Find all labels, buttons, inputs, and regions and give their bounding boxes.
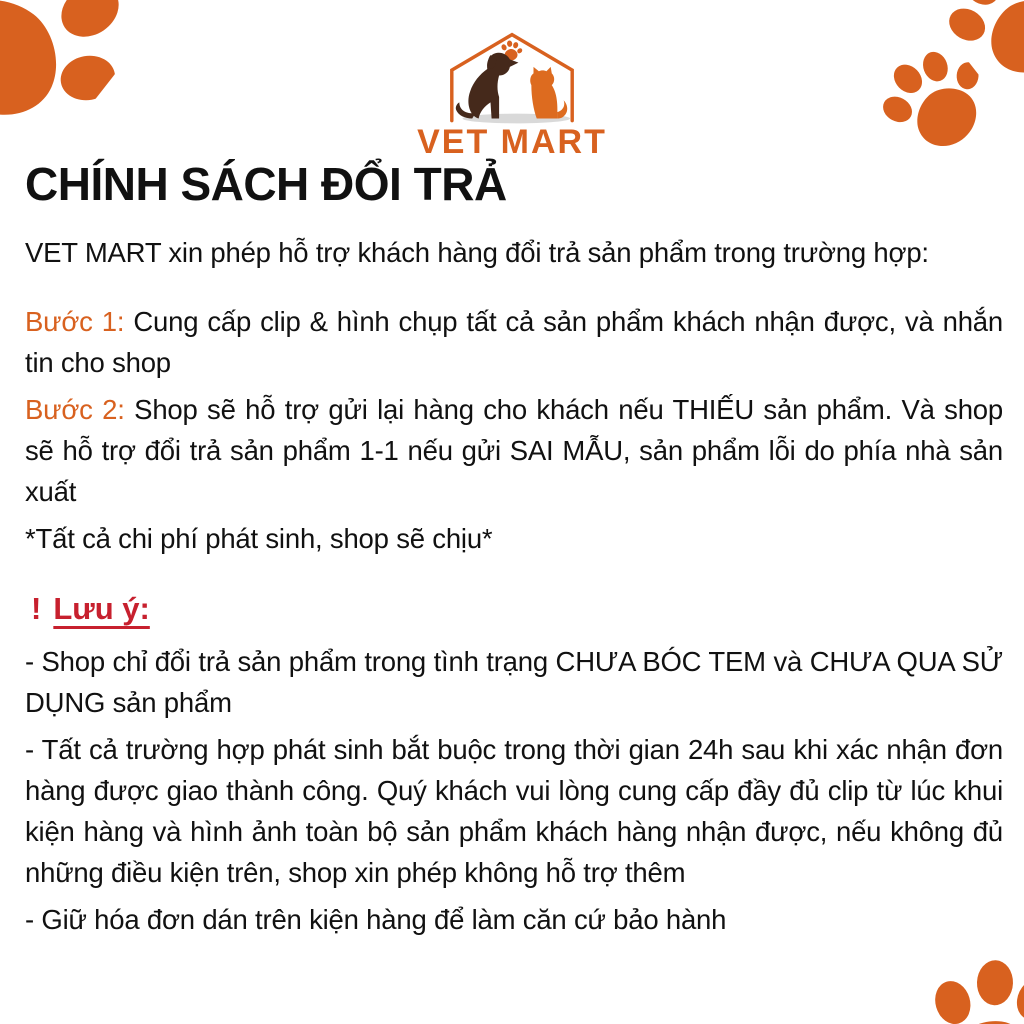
step-2-label: Bước 2: xyxy=(25,394,125,425)
step-1-text: Cung cấp clip & hình chụp tất cả sản phẩm khách nhận được, và nhắn tin cho shop xyxy=(25,306,1003,378)
paw-icon xyxy=(912,948,1024,1024)
logo-art xyxy=(426,26,598,125)
notice-item: - Tất cả trường hợp phát sinh bắt buộc trong thời gian 24h sau khi xác nhận đơn hàng được giao thành công. Quý khách vui lòng cung cấp đầy đủ clip từ lúc khui kiện hàng và hình ảnh toàn bộ sản phẩm khách hàng nhận được, nếu không đủ những điều kiện trên, shop xin phép không hỗ trợ thêm xyxy=(25,734,1003,888)
fee-note: *Tất cả chi phí phát sinh, shop sẽ chịu* xyxy=(25,523,493,554)
notice-item: - Giữ hóa đơn dán trên kiện hàng để làm căn cứ bảo hành xyxy=(25,904,727,935)
intro-text: VET MART xin phép hỗ trợ khách hàng đổi trả sản phẩm trong trường hợp: xyxy=(25,237,929,268)
steps-section xyxy=(25,301,1003,559)
brand-logo xyxy=(0,26,1024,162)
step-1-label: Bước 1: xyxy=(25,306,125,337)
cat-silhouette-icon xyxy=(530,67,567,119)
notice-item: - Shop chỉ đổi trả sản phẩm trong tình trạng CHƯA BÓC TEM và CHƯA QUA SỬ DỤNG sản phẩm xyxy=(25,646,1003,718)
page-title: CHÍNH SÁCH ĐỔI TRẢ xyxy=(25,158,507,210)
policy-content xyxy=(25,156,1003,940)
notice-label: Lưu ý: xyxy=(53,591,150,626)
step-2 xyxy=(25,389,1003,512)
brand-name: VET MART xyxy=(417,123,607,161)
step-1 xyxy=(25,301,1003,383)
step-2-text: Shop sẽ hỗ trợ gửi lại hàng cho khách nếu THIẾU sản phẩm. Và shop sẽ hỗ trợ đổi trả sản phẩm 1-1 nếu gửi SAI MẪU, sản phẩm lỗi do phía nhà sản xuất xyxy=(25,394,1003,507)
notice-exclamation-mark: ! xyxy=(31,591,42,626)
notice-heading xyxy=(25,591,1003,627)
